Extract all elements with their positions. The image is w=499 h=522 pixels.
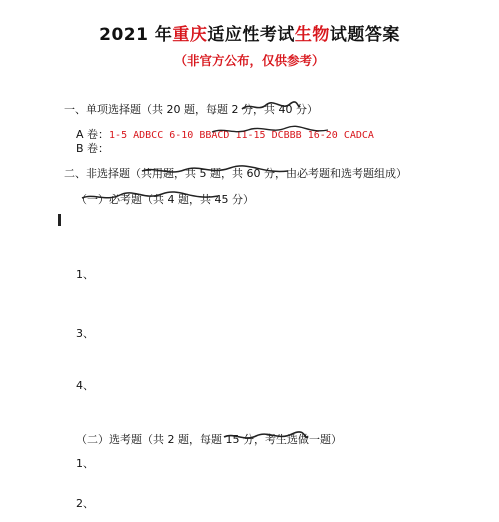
section1-heading: 一、单项选择题（共 20 题，每题 2 分，共 40 分） [64,103,318,116]
answer-a-label: A 卷： [76,128,110,141]
page-subtitle: （非官方公布，仅供参考） [174,53,325,68]
optional-item-1: 1、 [76,457,94,470]
scribble-mark [240,100,302,113]
margin-mark [58,214,61,226]
item-4: 4、 [76,379,94,392]
title-subject: 生物 [294,25,330,45]
title-region: 重庆 [172,25,208,45]
scribble-mark [80,190,220,203]
scribble-mark [210,124,330,137]
title-middle: 适应性考试 [207,25,295,45]
page-title [0,20,499,45]
item-1: 1、 [76,268,94,281]
scribble-mark [222,430,310,443]
item-3: 3、 [76,327,94,340]
title-prefix: 2021 年 [99,25,173,45]
answer-b-label: B 卷： [76,142,110,155]
section2-heading: 二、非选择题（共用题，共 5 题，共 60 分，由必考题和选考题组成） [64,167,407,180]
scribble-mark [140,164,290,177]
section2-part2-heading: （二）选考题（共 2 题，每题 15 分，考生选做一题） [76,433,342,446]
answer-a-value: 1-5 ADBCC 6-10 BBACD 11-15 DCBBB 16-20 CADCA [109,130,374,141]
title-suffix: 试题答案 [329,25,400,45]
optional-item-2: 2、 [76,497,94,510]
section2-part1-heading: （一）必考题（共 4 题，共 45 分） [76,193,254,206]
